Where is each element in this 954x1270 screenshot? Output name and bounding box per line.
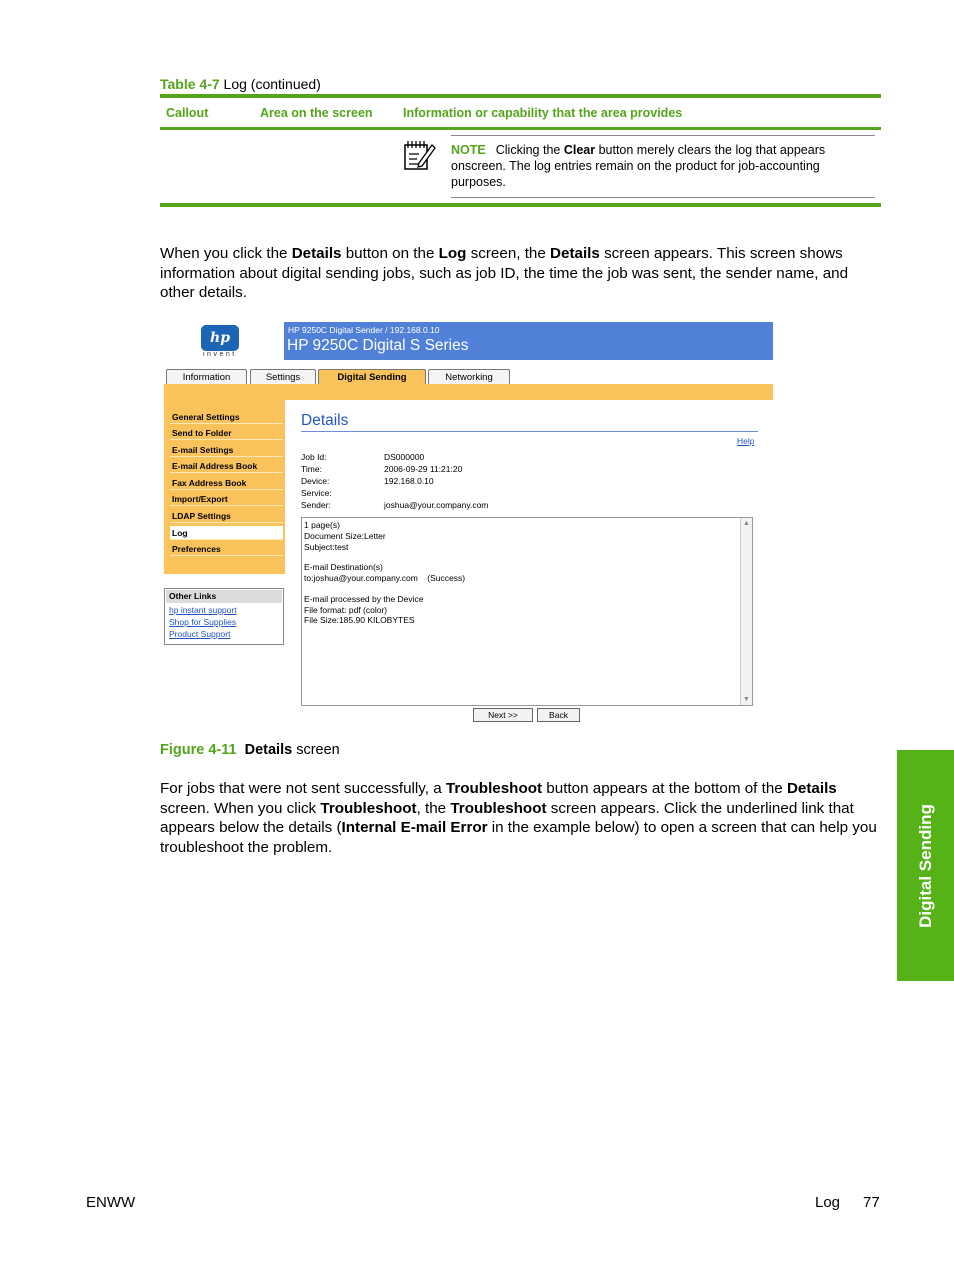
details-title-rule: [301, 431, 758, 432]
field-device-value: 192.168.0.10: [384, 476, 434, 486]
footer-page-number: 77: [863, 1194, 880, 1211]
link-hp-instant-support[interactable]: hp instant support: [169, 605, 237, 615]
logo-tagline: invent: [203, 351, 237, 358]
details-screenshot: [160, 318, 780, 728]
scroll-down-icon[interactable]: ▼: [743, 696, 750, 703]
table-caption: [160, 76, 321, 92]
other-links-box: [164, 588, 284, 645]
chapter-side-tab: [897, 750, 954, 981]
table-header-area: Area on the screen: [260, 106, 373, 120]
paragraph-details-intro: When you click the Details button on the Log screen, the Details screen appears. This screen shows information about digital sending jobs, such as job ID, the time the job was sent, the sender name, and other details.: [160, 245, 849, 301]
note-label: NOTE: [451, 143, 486, 157]
tab-bar-strip: [164, 384, 773, 400]
other-links-title: Other Links: [166, 590, 282, 603]
nav-general-settings[interactable]: General Settings: [170, 410, 283, 424]
nav-import-export[interactable]: Import/Export: [170, 492, 283, 506]
note-bottom-rule: [451, 197, 875, 198]
table-bottom-rule: [160, 203, 881, 207]
note-text: NOTE Clicking the Clear button merely clears the log that appears onscreen. The log entries remain on the product for job-accounting purposes.: [451, 143, 826, 189]
header-banner: [284, 322, 773, 360]
table-caption-text: Log (continued): [223, 76, 321, 92]
field-time-value: 2006-09-29 11:21:20: [384, 464, 463, 474]
details-textarea[interactable]: 1 page(s) Document Size:Letter Subject:test E-mail Destination(s) to:joshua@your.company.com (Success) E-mail processed by the Device File format: pdf (color) File Size:185.90 KILOBYTES ▲ ▼: [301, 517, 753, 706]
field-job-id-value: DS000000: [384, 452, 425, 462]
footer-left: ENWW: [86, 1194, 136, 1211]
left-navigation: [164, 400, 285, 574]
footer-section: Log: [815, 1194, 841, 1211]
help-link[interactable]: Help: [737, 436, 755, 446]
field-service-label: Service:: [301, 488, 332, 498]
note-bold-clear: Clear: [563, 143, 596, 157]
nav-email-settings[interactable]: E-mail Settings: [170, 443, 283, 457]
tab-information[interactable]: Information: [166, 369, 247, 385]
next-button[interactable]: Next >>: [473, 708, 533, 722]
table-header-rule: [160, 127, 881, 130]
figure-caption: Figure 4-11 Details screen: [160, 742, 340, 758]
tab-digital-sending[interactable]: Digital Sending: [318, 369, 426, 386]
tab-networking[interactable]: Networking: [428, 369, 510, 385]
hp-logo: hp: [201, 325, 239, 351]
nav-send-to-folder[interactable]: Send to Folder: [170, 426, 283, 440]
tab-settings[interactable]: Settings: [250, 369, 316, 385]
note-icon: [403, 139, 437, 171]
link-product-support[interactable]: Product Support: [169, 629, 231, 639]
field-time-label: Time:: [301, 464, 322, 474]
banner-device-address: HP 9250C Digital Sender / 192.168.0.10: [288, 325, 440, 335]
field-device-label: Device:: [301, 476, 330, 486]
table-header-information: Information or capability that the area provides: [403, 106, 683, 120]
banner-product-name: HP 9250C Digital S Series: [287, 337, 469, 354]
nav-ldap-settings[interactable]: LDAP Settings: [170, 509, 283, 523]
nav-fax-address-book[interactable]: Fax Address Book: [170, 476, 283, 490]
paragraph-troubleshoot: For jobs that were not sent successfully, a Troubleshoot button appears at the bottom of the Details screen. When you click Troubleshoot, the Troubleshoot screen appears. Click the underlined link that appears below the details (Internal E-mail Error in the example below) to open a screen that can help you troubleshoot the problem.: [160, 780, 877, 856]
link-shop-for-supplies[interactable]: Shop for Supplies: [169, 617, 237, 627]
back-button[interactable]: Back: [537, 708, 580, 722]
table-header-callout: Callout: [166, 106, 209, 120]
nav-email-address-book[interactable]: E-mail Address Book: [170, 459, 283, 473]
table-caption-label: Table 4-7: [160, 76, 220, 92]
figure-label: Figure 4-11: [160, 742, 237, 758]
nav-preferences[interactable]: Preferences: [170, 542, 283, 556]
table-top-rule: [160, 94, 881, 98]
scroll-up-icon[interactable]: ▲: [743, 520, 750, 527]
nav-log[interactable]: Log: [170, 526, 283, 540]
field-sender-value: joshua@your.company.com: [384, 500, 489, 510]
chapter-side-tab-label: Digital Sending: [915, 803, 935, 928]
details-title: Details: [301, 412, 349, 429]
field-job-id-label: Job Id:: [301, 452, 327, 462]
textarea-scrollbar[interactable]: [740, 518, 752, 705]
field-sender-label: Sender:: [301, 500, 331, 510]
note-top-rule: [451, 135, 875, 136]
